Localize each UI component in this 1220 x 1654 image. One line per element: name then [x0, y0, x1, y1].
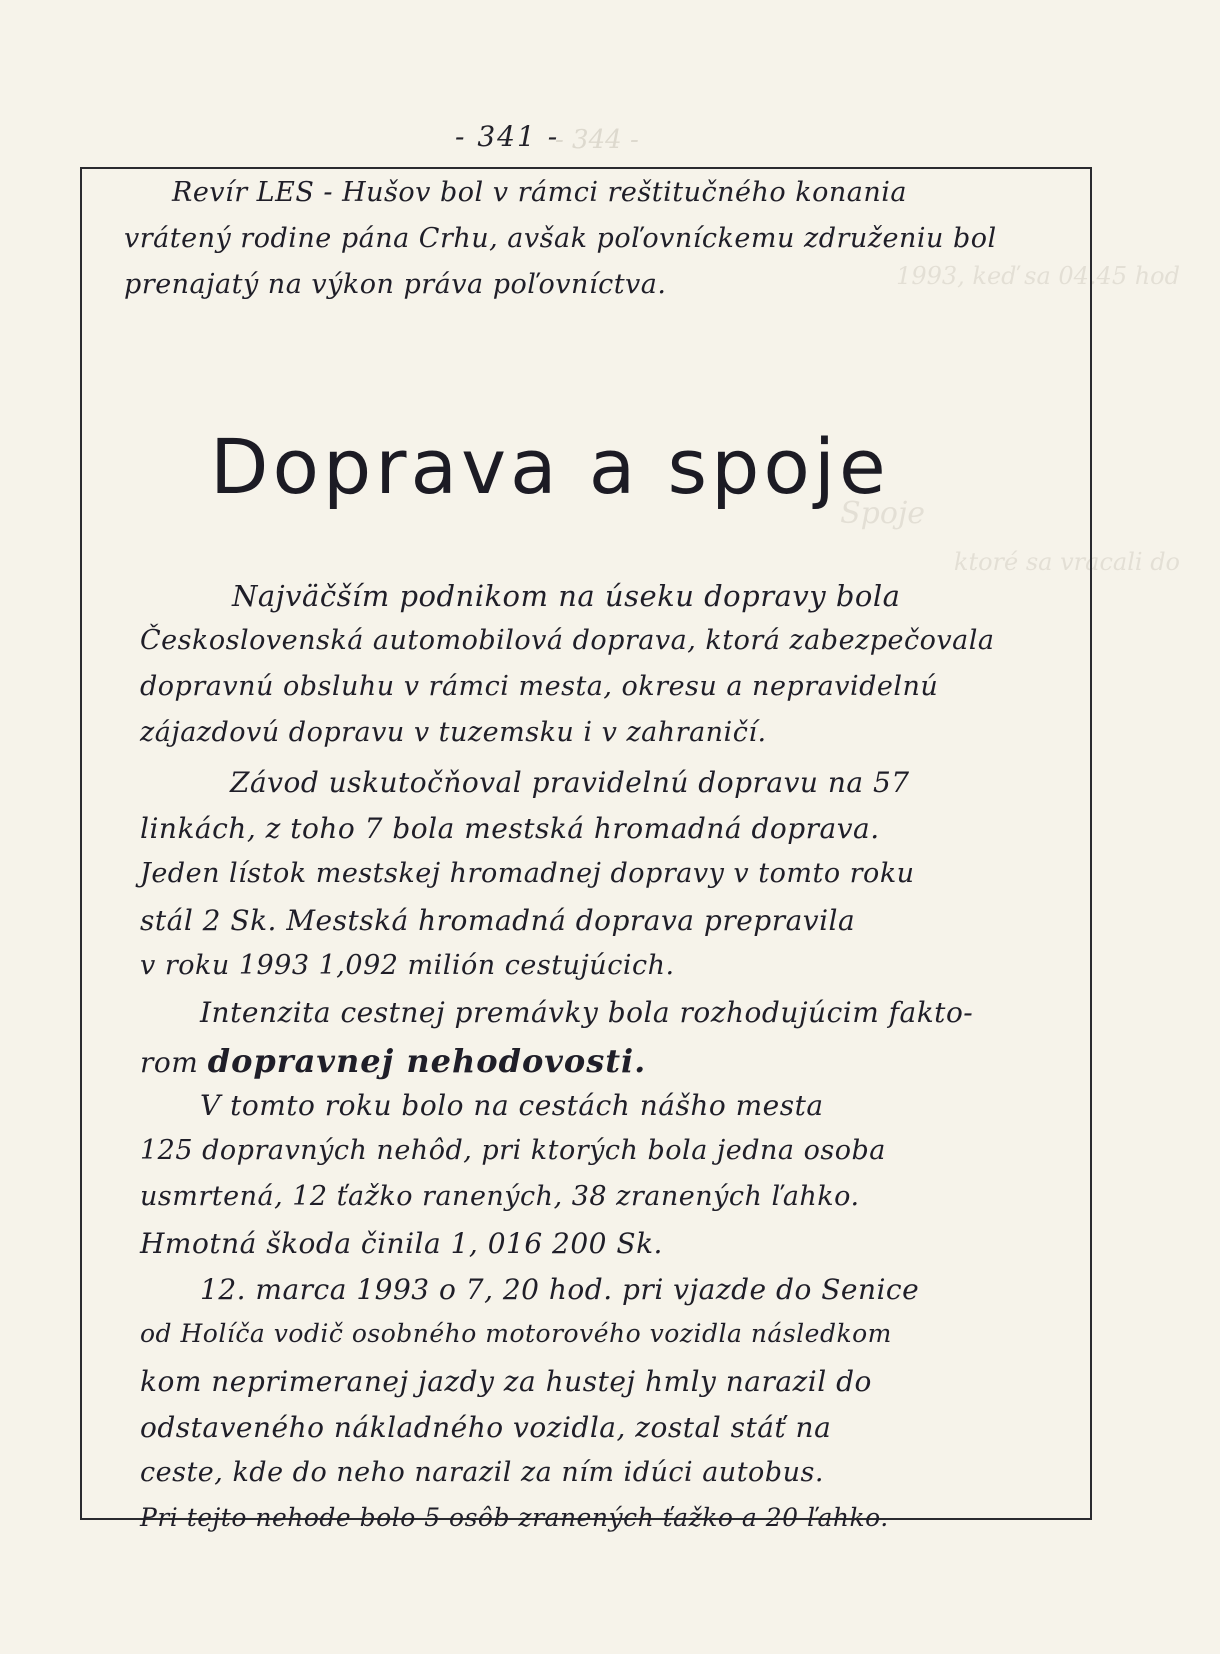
body-line: stál 2 Sk. Mestská hromadná doprava prepravila: [140, 904, 856, 937]
bleed-through-page-number: - 344 -: [555, 125, 639, 155]
body-line: Intenzita cestnej premávky bola rozhodujúcim fakto-: [200, 996, 974, 1029]
body-line: dopravnú obsluhu v rámci mesta, okresu a nepravidelnú: [140, 671, 939, 702]
body-line: zájazdovú dopravu v tuzemsku i v zahraničí.: [140, 717, 767, 748]
bleed-through-line: Spoje: [840, 496, 925, 531]
body-line: Závod uskutočňoval pravidelnú dopravu na 57: [230, 766, 910, 799]
intro-line: vrátený rodine pána Crhu, avšak poľovníckemu združeniu bol: [124, 223, 997, 254]
body-line: Československá automobilová doprava, ktorá zabezpečovala: [140, 625, 995, 656]
body-line: Hmotná škoda činila 1, 016 200 Sk.: [140, 1227, 663, 1260]
bleed-through-line: 1993, keď sa 04.45 hod: [896, 262, 1180, 290]
body-line: Pri tejto nehode bolo 5 osôb zranených ťažko a 20 ľahko.: [140, 1503, 889, 1532]
intro-line: Revír LES - Hušov bol v rámci reštitučného konania: [172, 177, 907, 208]
body-line: 125 dopravných nehôd, pri ktorých bola jedna osoba: [140, 1135, 886, 1166]
body-line: [140, 1042, 646, 1080]
body-line: 12. marca 1993 o 7, 20 hod. pri vjazde do Senice: [200, 1273, 920, 1306]
body-line: kom neprimeranej jazdy za hustej hmly narazil do: [140, 1365, 872, 1398]
page-number: - 341 -: [455, 120, 560, 153]
intro-line: prenajatý na výkon práva poľovníctva.: [124, 269, 667, 300]
body-line: odstaveného nákladného vozidla, zostal stáť na: [140, 1411, 832, 1444]
body-line: Jeden lístok mestskej hromadnej dopravy v tomto roku: [140, 858, 915, 889]
body-line: usmrtená, 12 ťažko ranených, 38 zranených ľahko.: [140, 1181, 860, 1212]
body-line: od Holíča vodič osobného motorového vozidla následkom: [140, 1319, 892, 1348]
body-line: v roku 1993 1,092 milión cestujúcich.: [140, 950, 675, 981]
section-title: Doprava a spoje: [210, 422, 890, 511]
body-line: Najväčším podnikom na úseku dopravy bola: [232, 579, 901, 613]
body-line: ceste, kde do neho narazil za ním idúci autobus.: [140, 1457, 824, 1488]
bleed-through-line: ktoré sa vracali do: [953, 548, 1180, 576]
body-line: linkách, z toho 7 bola mestská hromadná doprava.: [140, 812, 880, 845]
bold-phrase: dopravnej nehodovosti.: [207, 1042, 647, 1080]
body-line: V tomto roku bolo na cestách nášho mesta: [200, 1089, 824, 1122]
body-line-text: rom: [140, 1046, 199, 1079]
page-frame: [80, 167, 1092, 1532]
